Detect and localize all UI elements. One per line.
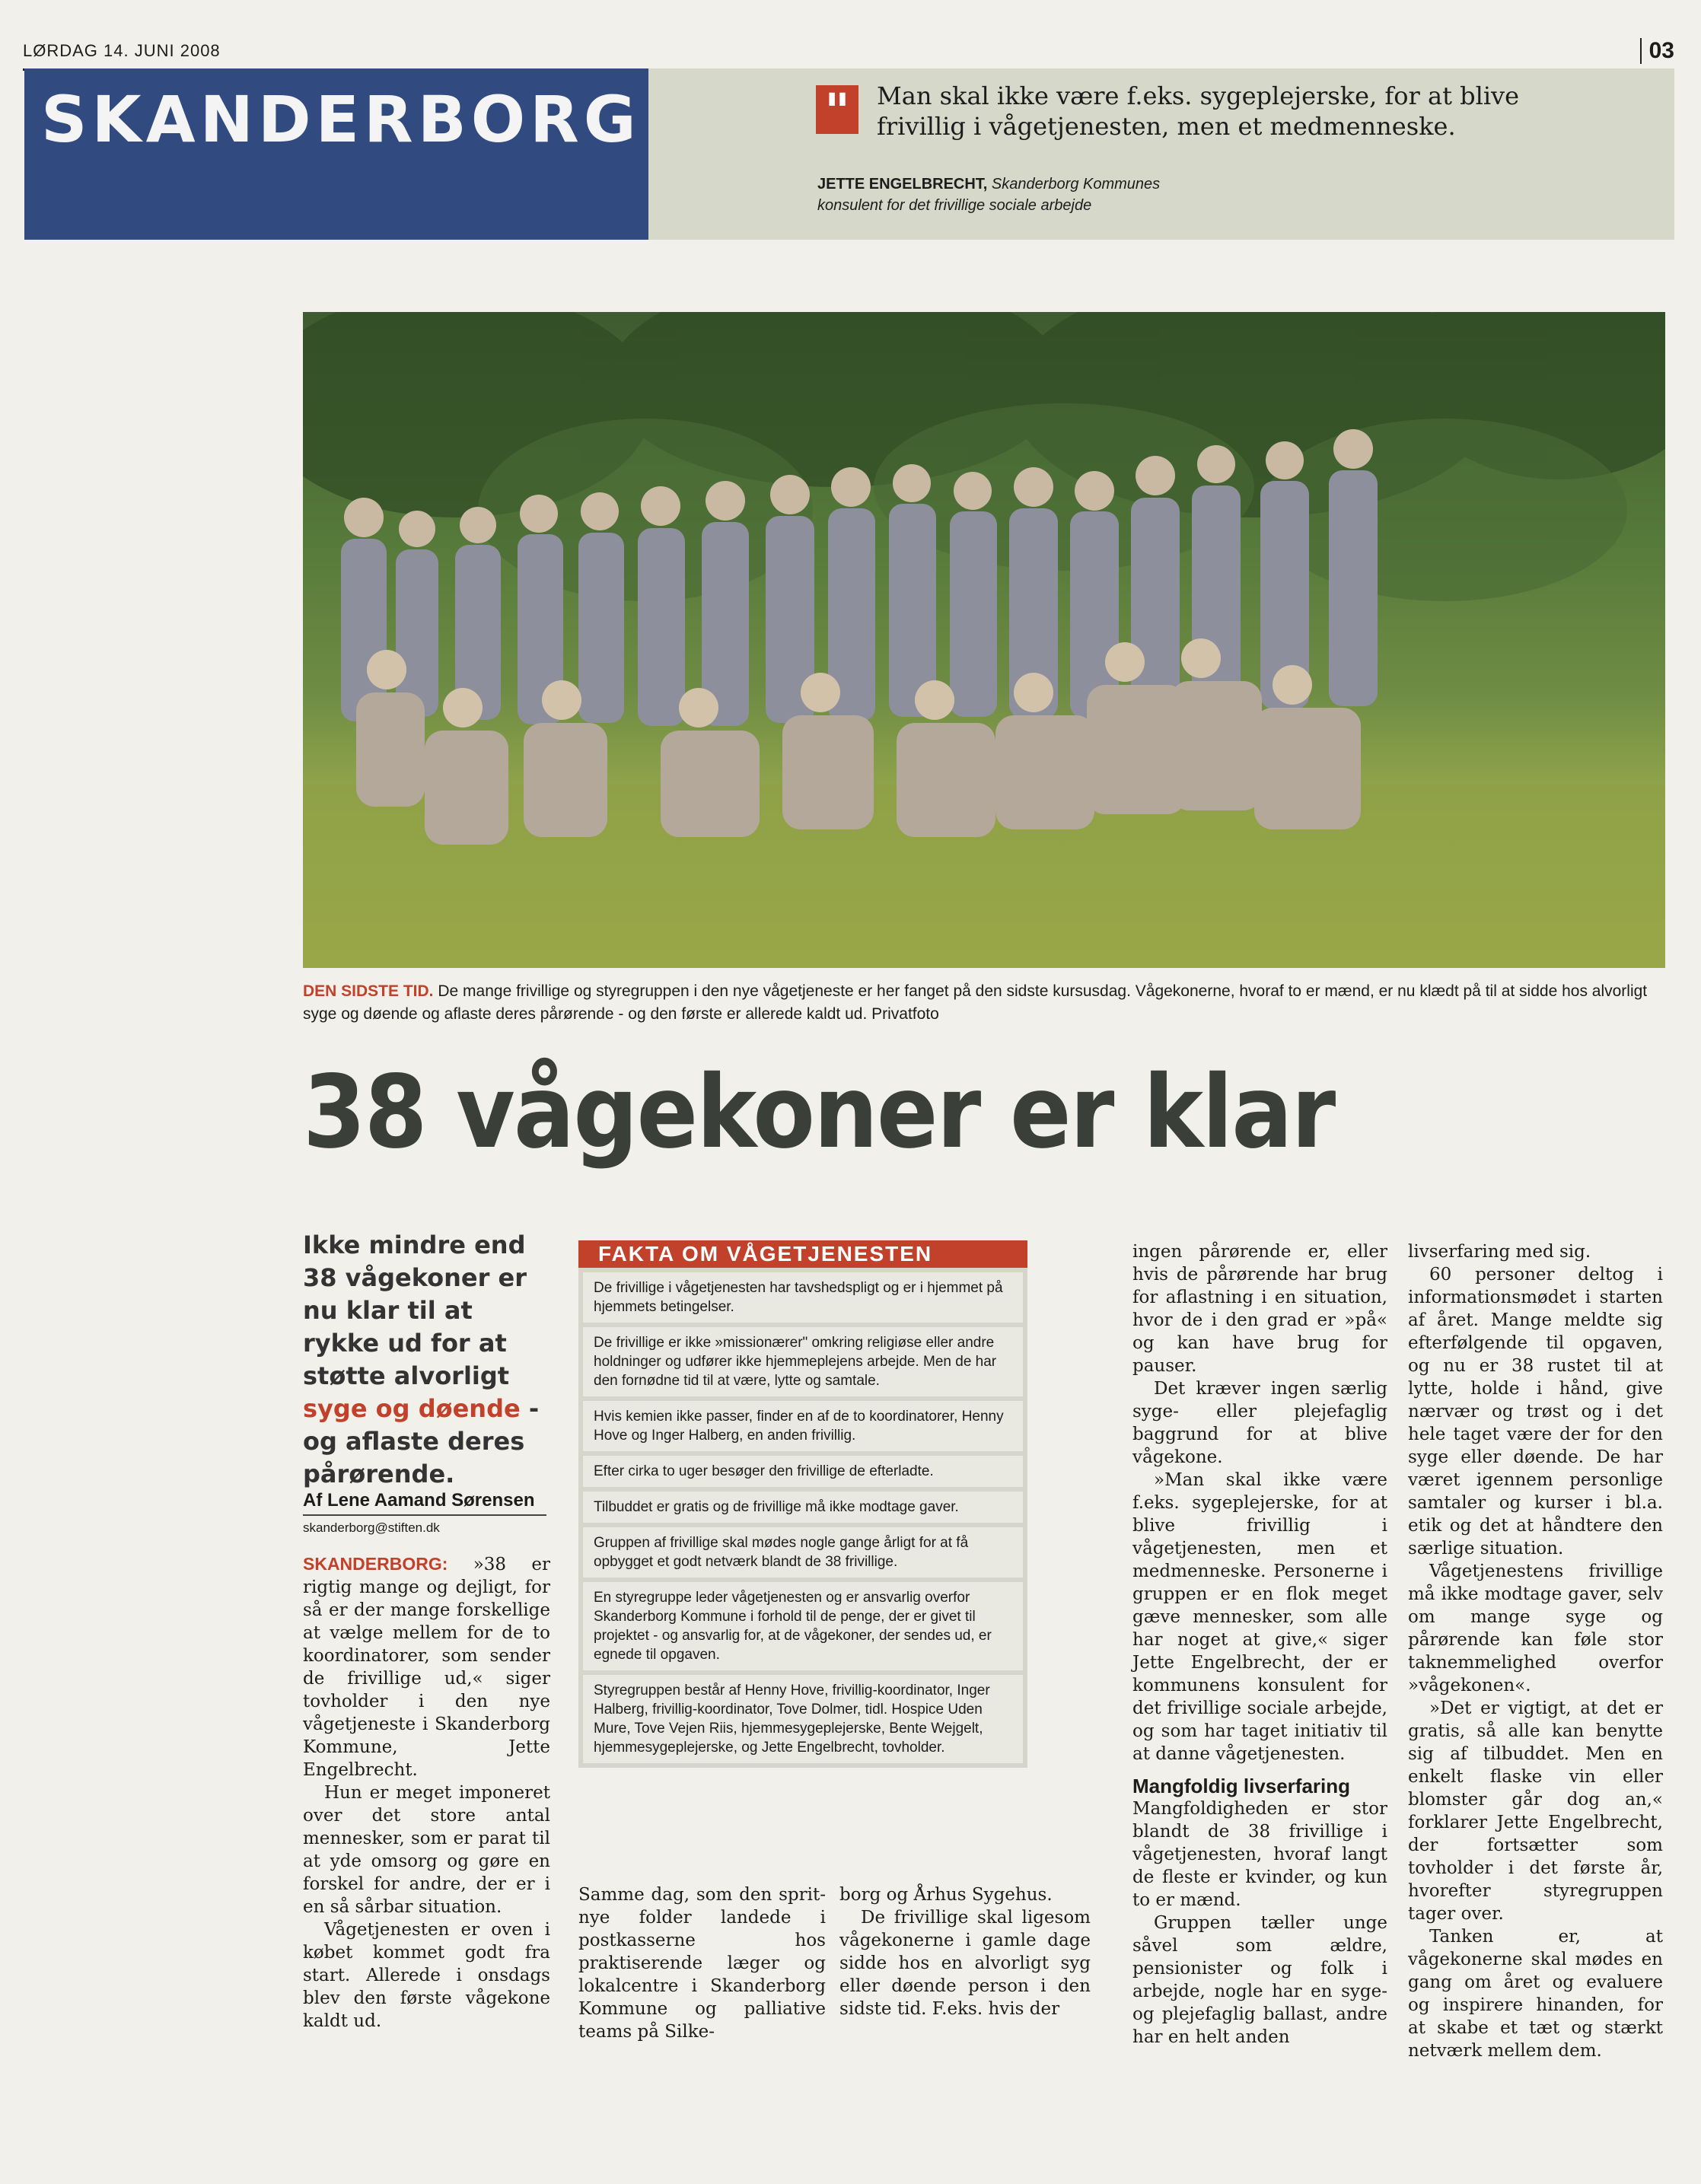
fakta-items: [578, 1268, 1027, 1768]
body4-p3: Vågetjenestens frivillige må ikke modtage gaver, selv om mange syge og pårørende kan føle stor taknemmelighed overfor »vågekonen«.: [1408, 1562, 1663, 1695]
quote-icon: ": [816, 85, 858, 134]
fakta-item: De frivillige i vågetjenesten har tavshedspligt og er i hjemmet på hjemmets betingelser.: [583, 1272, 1023, 1323]
fakta-title: FAKTA OM VÅGETJENESTEN: [578, 1240, 1027, 1268]
body-column-1: [303, 1552, 550, 2033]
caption-text: De mange frivillige og styregruppen i den nye vågetjeneste er her fanget på den sidste kursusdag. Vågekonerne, hvoraf to er mænd, er nu klædt på til at sidde hos alvorligt syge og døende og aflaste deres pårørende - og den første er allerede kaldt ud. Privatfoto: [303, 982, 1648, 1023]
quote-author-org: Skanderborg Kommunes: [991, 176, 1161, 193]
body2-b2: De frivillige skal ligesom vågekonerne i gamle dage sidde hos en alvorligt syg eller døende person i den sidste tid. F.eks. hvis der: [839, 1908, 1091, 2019]
body3-p4: Mangfoldigheden er stor blandt de 38 frivillige i vågetjenesten, hvoraf langt de fleste er kvinder, og kun to er mænd.: [1132, 1799, 1387, 1910]
body-column-2b: [839, 1883, 1091, 2020]
body4-p5: Tanken er, at vågekonerne skal mødes en gang om året og evaluere og inspirere hinanden, for at skabe et tæt og stærkt netværk mellem dem.: [1408, 1927, 1663, 2061]
body1-p1: »38 er rigtig mange og dejligt, for så er der mange forskellige at vælge mellem for de to koordinatorer, som sender de frivillige ud,« siger tovholder i den nye vågetjeneste i Skanderborg Kommune, Jette Engelbrecht.: [303, 1555, 550, 1780]
fakta-item: Efter cirka to uger besøger den frivillige de efterladte.: [583, 1456, 1023, 1487]
fakta-item: Tilbuddet er gratis og de frivillige må ikke modtage gaver.: [583, 1492, 1023, 1523]
body3-p3: »Man skal ikke være f.eks. sygeplejerske, for at blive frivillig i vågetjenesten, men et medmenneske. Personerne i gruppen er en flok meget gæve mennesker, som alle har noget at give,« siger Jette Engelbrecht, der er kommunens konsulent for det frivillige sociale arbejde, og som har taget initiativ til at danne vågetjenesten.: [1132, 1470, 1387, 1764]
byline: Af Lene Aamand Sørensen: [303, 1490, 546, 1516]
body4-p4: »Det er vigtigt, at det er gratis, så alle kan benytte sig af tilbuddet. Men en enkelt flaske vin eller blomster går dog an,« forklarer Jette Engelbrecht, der fortsætter som tovholder i det første år, hvorefter styregruppen tager over.: [1408, 1698, 1663, 1924]
group-photo: [303, 312, 1665, 968]
photo-illustration: [303, 312, 1665, 968]
intro-text: [303, 1229, 546, 1491]
quote-author-name: JETTE ENGELBRECHT,: [817, 176, 988, 193]
body1-p2: Hun er meget imponeret over det store antal mennesker, som er parat til at yde omsorg og gøre en forskel for andre, der er i en så sårbar situation.: [303, 1783, 550, 1917]
body3-p5: Gruppen tæller unge såvel som ældre, pensionister og folk i arbejde, nogle har en syge- og plejefaglig ballast, andre har en helt anden: [1132, 1913, 1387, 2047]
headline: 38 vågekoner er klar: [303, 1054, 1335, 1171]
page-number: 03: [1640, 38, 1674, 64]
subhead: Mangfoldig livserfaring: [1132, 1775, 1351, 1797]
byline-email: skanderborg@stiften.dk: [303, 1520, 440, 1535]
photo-caption: [303, 980, 1665, 1026]
top-bar: [23, 37, 1674, 71]
body-column-2a: Samme dag, som den sprit-nye folder landede i postkasserne hos praktiserende læger og lokalcentre i Skanderborg Kommune og palliative teams på Silke-: [578, 1885, 826, 2042]
quote-author-role: konsulent for det frivillige sociale arbejde: [817, 197, 1092, 214]
body1-p3: Vågetjenesten er oven i købet kommet godt fra start. Allerede i onsdags blev den første vågekone kaldt ud.: [303, 1920, 550, 2031]
body2-b1: borg og Århus Sygehus.: [839, 1885, 1053, 1905]
caption-lead: DEN SIDSTE TID.: [303, 982, 434, 1000]
quote-text: Man skal ikke være f.eks. sygeplejerske, for at blive frivillig i vågetjenesten, men et medmenneske.: [877, 81, 1520, 141]
quote-author: [817, 174, 1160, 216]
intro-part2: - og aflaste deres pårørende.: [303, 1394, 540, 1488]
body3-p1: ingen pårørende er, eller hvis de pårørende har brug for aflastning i en situation, hvor de i den grad er »på« og kan have brug for pauser.: [1132, 1242, 1387, 1376]
body4-p2: 60 personer deltog i informationsmødet i starten af året. Mange meldte sig efterfølgende til opgaven, og nu er 38 rustet til at lytte, holde i hånd, give nærvær og trøst og i det hele taget være der for den syge eller døende. De har været igennem personlige samtaler og kurser i bl.a. etik og det at håndtere den særlige situation.: [1408, 1265, 1663, 1558]
intro-red: syge og døende: [303, 1394, 521, 1423]
fakta-item: En styregruppe leder vågetjenesten og er ansvarlig overfor Skanderborg Kommune i forhold til de penge, der er givet til projektet - og ansvarlig for, at de vågekoner, der sendes ud, er egnede til opgaven.: [583, 1582, 1023, 1670]
body-column-3: [1132, 1240, 1387, 2049]
fakta-item: Hvis kemien ikke passer, finder en af de to koordinatorer, Henny Hove og Inger Halberg, en anden frivillig.: [583, 1401, 1023, 1451]
body3-p2: Det kræver ingen særlig syge- eller plejefaglig baggrund for at blive vågekone.: [1132, 1379, 1387, 1467]
section-masthead: [24, 68, 648, 240]
body-lead: SKANDERBORG:: [303, 1554, 448, 1574]
intro-part1: Ikke mindre end 38 vågekoner er nu klar til at rykke ud for at støtte alvorligt: [303, 1230, 527, 1390]
section-title: SKANDERBORG: [41, 82, 641, 157]
dateline: LØRDAG 14. JUNI 2008: [23, 41, 221, 60]
body4-p1: livserfaring med sig.: [1408, 1242, 1591, 1262]
fakta-item: Gruppen af frivillige skal mødes nogle gange årligt for at få opbygget et godt netværk blandt de 38 frivillige.: [583, 1527, 1023, 1578]
fakta-item: De frivillige er ikke »missionærer" omkring religiøse eller andre holdninger og udfører ikke hjemmeplejens arbejde. Men de har den fornødne tid til at være, lytte og samtale.: [583, 1327, 1023, 1396]
fakta-item: Styregruppen består af Henny Hove, frivillig-koordinator, Inger Halberg, frivillig-koordinator, Tove Dolmer, tidl. Hospice Uden Mure, Tove Vejen Riis, hjemmesygeplejerske, Bente Wejgelt, hjemmesygeplejerske, og Jette Engelbrecht, tovholder.: [583, 1675, 1023, 1763]
body-column-4: [1408, 1240, 1663, 2062]
pull-quote: [648, 68, 1674, 240]
